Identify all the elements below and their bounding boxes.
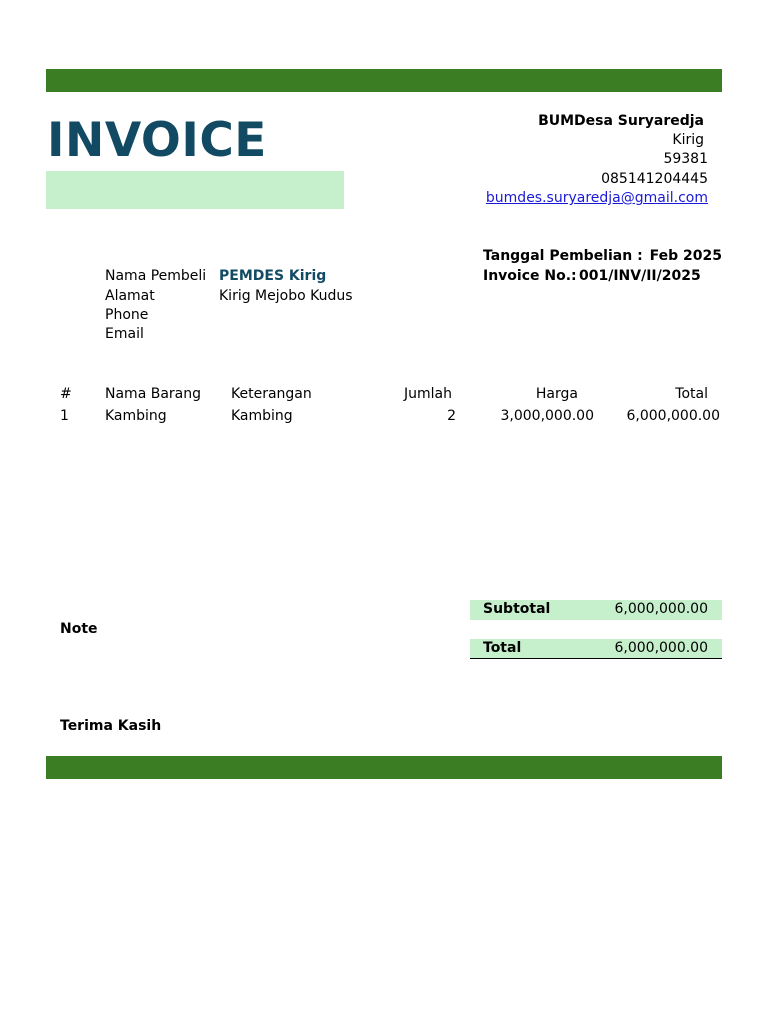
buyer-address-value: Kirig Mejobo Kudus	[219, 288, 353, 304]
total-value: 6,000,000.00	[614, 640, 708, 656]
row-price: 3,000,000.00	[500, 408, 594, 424]
company-city: Kirig	[672, 132, 704, 148]
buyer-address-label: Alamat	[105, 288, 155, 304]
title-highlight-box	[46, 171, 344, 209]
invoice-title: INVOICE	[47, 113, 267, 168]
company-name: BUMDesa Suryaredja	[538, 113, 704, 129]
buyer-name-value: PEMDES Kirig	[219, 268, 327, 284]
col-header-total: Total	[675, 386, 708, 402]
col-header-qty: Jumlah	[404, 386, 452, 402]
company-postal: 59381	[663, 151, 708, 167]
buyer-email-label: Email	[105, 326, 144, 342]
subtotal-value: 6,000,000.00	[614, 601, 708, 617]
row-total: 6,000,000.00	[626, 408, 720, 424]
row-item: Kambing	[105, 408, 167, 424]
thank-you-text: Terima Kasih	[60, 718, 162, 734]
bottom-band	[46, 756, 722, 779]
row-qty: 2	[447, 408, 456, 424]
invoice-no-value: 001/INV/II/2025	[579, 268, 701, 284]
date-value: Feb 2025	[649, 248, 722, 264]
invoice-no-label: Invoice No.:	[483, 268, 577, 284]
col-header-num: #	[60, 386, 72, 402]
buyer-name-label: Nama Pembeli	[105, 268, 207, 284]
total-underline	[470, 658, 722, 659]
col-header-item: Nama Barang	[105, 386, 201, 402]
date-label: Tanggal Pembelian :	[483, 248, 643, 264]
total-label: Total	[483, 640, 522, 656]
company-phone: 085141204445	[601, 171, 708, 187]
company-email-link[interactable]: bumdes.suryaredja@gmail.com	[485, 190, 708, 206]
col-header-desc: Keterangan	[231, 386, 312, 402]
row-num: 1	[60, 408, 69, 424]
row-desc: Kambing	[231, 408, 293, 424]
top-band	[46, 69, 722, 92]
subtotal-label: Subtotal	[483, 601, 551, 617]
col-header-price: Harga	[535, 386, 578, 402]
note-label: Note	[60, 621, 98, 637]
buyer-phone-label: Phone	[105, 307, 149, 323]
